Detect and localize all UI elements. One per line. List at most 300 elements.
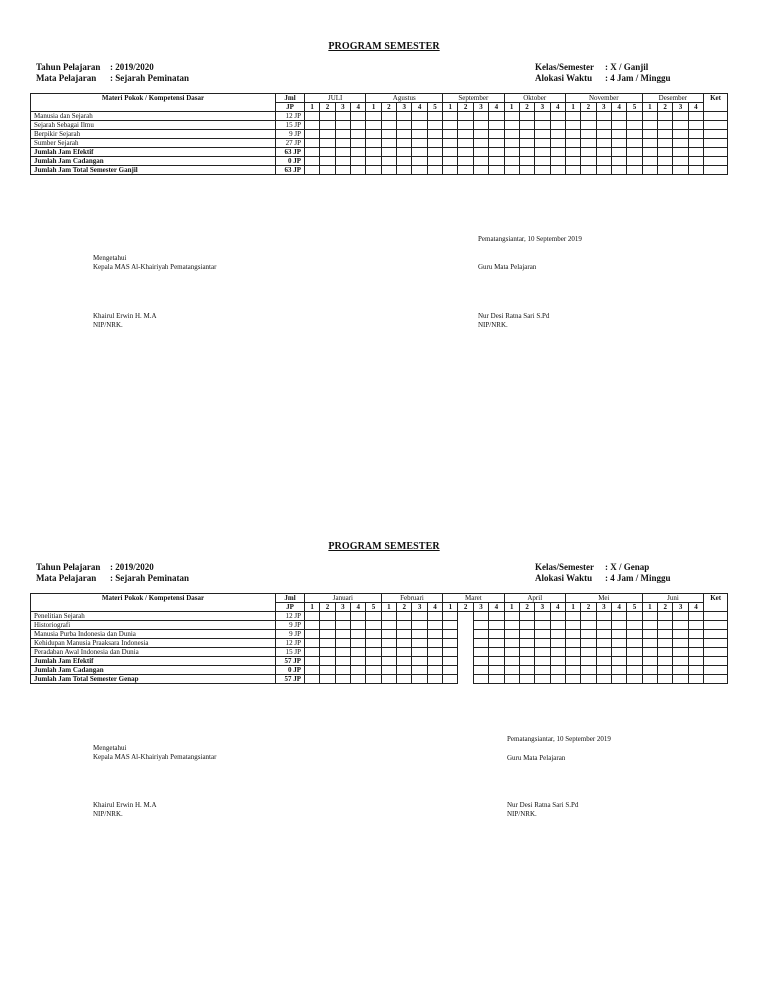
week-cell: [335, 612, 350, 621]
week-number: 5: [627, 603, 642, 612]
week-cell: [305, 630, 320, 639]
week-cell: [581, 121, 596, 130]
week-cell: [443, 630, 458, 639]
week-cell: [458, 148, 473, 157]
week-cell: [596, 157, 611, 166]
week-cell: [519, 657, 534, 666]
week-cell: [565, 666, 580, 675]
week-number: 1: [565, 603, 580, 612]
header-ket: Ket: [704, 594, 728, 612]
month-header: Februari: [381, 594, 442, 603]
week-cell: [320, 675, 335, 684]
week-number: 1: [381, 603, 396, 612]
week-cell: [366, 121, 381, 130]
week-cell: [305, 139, 320, 148]
week-cell: [473, 612, 488, 621]
week-cell: [596, 148, 611, 157]
week-cell: [596, 675, 611, 684]
week-cell: [658, 148, 673, 157]
week-number: 2: [658, 103, 673, 112]
week-cell: [305, 648, 320, 657]
week-cell: [565, 157, 580, 166]
week-cell: [504, 639, 519, 648]
week-cell: [550, 112, 565, 121]
week-cell: [596, 130, 611, 139]
week-cell: [305, 612, 320, 621]
week-cell: [381, 639, 396, 648]
week-cell: [458, 666, 473, 675]
week-number: 4: [489, 603, 504, 612]
week-cell: [504, 612, 519, 621]
info-left: [36, 562, 189, 584]
week-cell: [596, 639, 611, 648]
jp-cell: 27 JP: [276, 139, 305, 148]
week-cell: [581, 139, 596, 148]
week-number: 5: [627, 103, 642, 112]
week-cell: [550, 666, 565, 675]
week-cell: [473, 121, 488, 130]
week-cell: [535, 621, 550, 630]
alokasi-value: : 4 Jam / Minggu: [605, 73, 671, 83]
week-cell: [397, 130, 412, 139]
week-cell: [581, 166, 596, 175]
week-cell: [351, 621, 366, 630]
week-cell: [565, 166, 580, 175]
week-cell: [688, 166, 703, 175]
jp-cell: 15 JP: [276, 648, 305, 657]
week-cell: [473, 112, 488, 121]
nip-left: NIP/NRK.: [93, 810, 123, 818]
week-cell: [535, 639, 550, 648]
jp-cell: 63 JP: [276, 166, 305, 175]
guru-title: Guru Mata Pelajaran: [507, 754, 566, 762]
week-cell: [688, 648, 703, 657]
week-cell: [397, 657, 412, 666]
week-cell: [673, 612, 688, 621]
info-right: [535, 562, 671, 584]
week-cell: [489, 112, 504, 121]
week-cell: [397, 666, 412, 675]
week-cell: [412, 148, 427, 157]
week-cell: [412, 130, 427, 139]
page-title: PROGRAM SEMESTER: [328, 541, 440, 552]
week-cell: [443, 666, 458, 675]
week-cell: [473, 130, 488, 139]
month-header: November: [565, 94, 642, 103]
guru-name: Nur Desi Ratna Sari S.Pd: [478, 312, 550, 320]
week-cell: [397, 166, 412, 175]
week-cell: [443, 139, 458, 148]
week-cell: [642, 121, 657, 130]
week-cell: [627, 112, 642, 121]
week-cell: [427, 675, 442, 684]
mengetahui-label: Mengetahui: [93, 254, 127, 262]
week-cell: [504, 121, 519, 130]
week-cell: [611, 112, 626, 121]
week-cell: [489, 648, 504, 657]
week-number: 2: [320, 603, 335, 612]
table-row: [31, 648, 728, 657]
jp-cell: 0 JP: [276, 666, 305, 675]
month-header: Mei: [565, 594, 642, 603]
week-cell: [335, 648, 350, 657]
week-cell: [688, 657, 703, 666]
week-cell: [443, 612, 458, 621]
week-cell: [519, 121, 534, 130]
jp-cell: 63 JP: [276, 148, 305, 157]
week-cell: [351, 612, 366, 621]
materi-cell: Jumlah Jam Cadangan: [31, 157, 276, 166]
week-number: 3: [335, 603, 350, 612]
week-cell: [658, 648, 673, 657]
week-cell: [596, 612, 611, 621]
kelas-value: : X / Ganjil: [605, 62, 649, 72]
week-cell: [473, 166, 488, 175]
week-cell: [565, 657, 580, 666]
jp-cell: 9 JP: [276, 621, 305, 630]
week-cell: [427, 166, 442, 175]
week-cell: [320, 166, 335, 175]
week-cell: [673, 139, 688, 148]
week-cell: [535, 148, 550, 157]
week-cell: [550, 157, 565, 166]
week-cell: [565, 112, 580, 121]
week-cell: [412, 612, 427, 621]
week-cell: [412, 630, 427, 639]
month-header: Oktober: [504, 94, 565, 103]
week-cell: [627, 657, 642, 666]
jp-cell: 12 JP: [276, 112, 305, 121]
week-cell: [673, 166, 688, 175]
week-cell: [519, 148, 534, 157]
table-row: [31, 121, 728, 130]
header-jml: Jml: [276, 594, 305, 603]
materi-cell: Jumlah Jam Total Semester Ganjil: [31, 166, 276, 175]
month-header: April: [504, 594, 565, 603]
week-cell: [673, 157, 688, 166]
week-cell: [351, 648, 366, 657]
week-cell: [427, 139, 442, 148]
week-cell: [550, 139, 565, 148]
week-cell: [366, 139, 381, 148]
week-cell: [519, 112, 534, 121]
mapel-label: Mata Pelajaran: [36, 73, 97, 83]
week-number: 2: [458, 603, 473, 612]
week-cell: [611, 612, 626, 621]
week-cell: [335, 130, 350, 139]
week-cell: [673, 675, 688, 684]
week-cell: [427, 612, 442, 621]
week-number: 4: [611, 103, 626, 112]
week-cell: [550, 166, 565, 175]
week-cell: [504, 666, 519, 675]
month-header: September: [443, 94, 504, 103]
week-cell: [366, 612, 381, 621]
week-cell: [611, 139, 626, 148]
week-cell: [535, 112, 550, 121]
week-cell: [550, 621, 565, 630]
week-cell: [565, 639, 580, 648]
alokasi-label: Alokasi Waktu: [535, 73, 593, 83]
ket-cell: [704, 657, 728, 666]
week-cell: [642, 130, 657, 139]
week-cell: [443, 157, 458, 166]
program-table: [30, 93, 728, 175]
week-cell: [305, 657, 320, 666]
week-cell: [535, 166, 550, 175]
week-cell: [443, 657, 458, 666]
week-cell: [673, 648, 688, 657]
week-cell: [366, 148, 381, 157]
week-cell: [473, 639, 488, 648]
header-jp: JP: [276, 603, 305, 612]
week-cell: [412, 657, 427, 666]
week-number: 1: [642, 103, 657, 112]
week-cell: [473, 148, 488, 157]
week-cell: [550, 148, 565, 157]
week-cell: [688, 639, 703, 648]
week-cell: [381, 148, 396, 157]
week-cell: [397, 157, 412, 166]
week-cell: [366, 630, 381, 639]
week-cell: [381, 675, 396, 684]
week-cell: [381, 657, 396, 666]
table-row: [31, 621, 728, 630]
week-cell: [596, 666, 611, 675]
month-header: Desember: [642, 94, 703, 103]
week-cell: [627, 648, 642, 657]
ket-cell: [704, 666, 728, 675]
week-number: 1: [504, 103, 519, 112]
week-cell: [427, 648, 442, 657]
month-header: Juni: [642, 594, 703, 603]
total-row: [31, 157, 728, 166]
week-cell: [335, 639, 350, 648]
week-cell: [673, 639, 688, 648]
materi-cell: Manusia dan Sejarah: [31, 112, 276, 121]
table-row: [31, 639, 728, 648]
week-cell: [397, 139, 412, 148]
week-cell: [658, 130, 673, 139]
mapel-label: Mata Pelajaran: [36, 573, 97, 583]
week-cell: [381, 630, 396, 639]
week-cell: [427, 130, 442, 139]
week-cell: [489, 666, 504, 675]
week-cell: [489, 121, 504, 130]
week-cell: [642, 657, 657, 666]
week-number: 1: [305, 103, 320, 112]
week-cell: [504, 157, 519, 166]
ket-cell: [704, 621, 728, 630]
week-number: 4: [351, 103, 366, 112]
week-cell: [688, 675, 703, 684]
week-cell: [351, 148, 366, 157]
week-cell: [581, 112, 596, 121]
week-cell: [673, 112, 688, 121]
week-cell: [458, 157, 473, 166]
week-cell: [320, 612, 335, 621]
week-cell: [688, 666, 703, 675]
week-cell: [504, 112, 519, 121]
week-cell: [381, 121, 396, 130]
week-cell: [688, 630, 703, 639]
week-cell: [489, 148, 504, 157]
week-cell: [397, 148, 412, 157]
week-cell: [642, 112, 657, 121]
jp-cell: 0 JP: [276, 157, 305, 166]
week-cell: [335, 166, 350, 175]
week-number: 3: [335, 103, 350, 112]
week-cell: [305, 112, 320, 121]
week-cell: [351, 112, 366, 121]
jp-cell: 9 JP: [276, 130, 305, 139]
week-number: 3: [596, 103, 611, 112]
kepala-title: Kepala MAS Al-Khairiyah Pematangsiantar: [93, 263, 217, 271]
week-cell: [489, 630, 504, 639]
week-cell: [611, 657, 626, 666]
week-cell: [642, 666, 657, 675]
week-cell: [397, 121, 412, 130]
materi-cell: Berpikir Sejarah: [31, 130, 276, 139]
week-cell: [627, 130, 642, 139]
week-number: 3: [397, 103, 412, 112]
week-cell: [397, 639, 412, 648]
week-cell: [611, 630, 626, 639]
week-cell: [611, 148, 626, 157]
materi-cell: Jumlah Jam Total Semester Genap: [31, 675, 276, 684]
week-cell: [473, 648, 488, 657]
week-cell: [412, 166, 427, 175]
week-cell: [658, 666, 673, 675]
materi-cell: Kehidupan Manusia Praaksara Indonesia: [31, 639, 276, 648]
week-cell: [320, 139, 335, 148]
week-cell: [412, 675, 427, 684]
week-cell: [673, 630, 688, 639]
week-cell: [642, 630, 657, 639]
week-cell: [596, 630, 611, 639]
week-cell: [642, 148, 657, 157]
ket-cell: [704, 639, 728, 648]
ket-cell: [704, 612, 728, 621]
table-row: [31, 112, 728, 121]
kepala-title: Kepala MAS Al-Khairiyah Pematangsiantar: [93, 753, 217, 761]
week-cell: [320, 112, 335, 121]
week-cell: [627, 675, 642, 684]
tahun-label: Tahun Pelajaran: [36, 62, 101, 72]
week-cell: [397, 612, 412, 621]
table-row: [31, 130, 728, 139]
week-cell: [596, 621, 611, 630]
kelas-label: Kelas/Semester: [535, 562, 594, 572]
week-cell: [504, 166, 519, 175]
week-cell: [581, 630, 596, 639]
info-left: [36, 62, 189, 84]
week-cell: [688, 112, 703, 121]
week-cell: [458, 112, 473, 121]
week-cell: [535, 666, 550, 675]
week-cell: [581, 621, 596, 630]
table-row: [31, 612, 728, 621]
week-cell: [381, 612, 396, 621]
week-cell: [366, 166, 381, 175]
week-cell: [381, 112, 396, 121]
week-cell: [519, 675, 534, 684]
week-cell: [351, 166, 366, 175]
week-cell: [565, 139, 580, 148]
week-cell: [381, 166, 396, 175]
week-number: 4: [550, 103, 565, 112]
week-cell: [443, 621, 458, 630]
week-cell: [351, 157, 366, 166]
week-cell: [458, 621, 473, 630]
week-number: 1: [366, 103, 381, 112]
week-number: 3: [673, 603, 688, 612]
week-cell: [427, 112, 442, 121]
week-cell: [627, 630, 642, 639]
week-cell: [489, 157, 504, 166]
week-cell: [320, 621, 335, 630]
week-cell: [335, 666, 350, 675]
week-number: 2: [519, 103, 534, 112]
week-cell: [627, 166, 642, 175]
week-cell: [305, 621, 320, 630]
week-cell: [550, 121, 565, 130]
week-cell: [305, 157, 320, 166]
week-cell: [458, 612, 473, 621]
week-cell: [489, 675, 504, 684]
week-cell: [658, 612, 673, 621]
week-cell: [366, 112, 381, 121]
week-cell: [381, 130, 396, 139]
week-number: 3: [673, 103, 688, 112]
week-number: 2: [519, 603, 534, 612]
ket-cell: [704, 675, 728, 684]
week-cell: [320, 630, 335, 639]
header-jml: Jml: [276, 94, 305, 103]
week-cell: [366, 657, 381, 666]
week-cell: [473, 157, 488, 166]
week-cell: [366, 639, 381, 648]
week-number: 1: [504, 603, 519, 612]
week-cell: [658, 621, 673, 630]
week-cell: [320, 157, 335, 166]
week-number: 1: [443, 103, 458, 112]
week-cell: [565, 612, 580, 621]
info-right: [535, 62, 671, 84]
nip-right: NIP/NRK.: [478, 321, 508, 329]
week-cell: [366, 666, 381, 675]
week-cell: [335, 157, 350, 166]
month-header: JULI: [305, 94, 366, 103]
week-cell: [489, 657, 504, 666]
week-number: 2: [581, 103, 596, 112]
week-cell: [658, 166, 673, 175]
week-cell: [627, 666, 642, 675]
week-cell: [519, 630, 534, 639]
week-cell: [489, 130, 504, 139]
week-number: 4: [550, 603, 565, 612]
materi-cell: Penelitian Sejarah: [31, 612, 276, 621]
week-cell: [412, 621, 427, 630]
mapel-value: : Sejarah Peminatan: [110, 573, 189, 583]
week-cell: [611, 675, 626, 684]
week-cell: [351, 675, 366, 684]
week-cell: [504, 130, 519, 139]
week-number: 4: [427, 603, 442, 612]
ket-cell: [704, 112, 728, 121]
week-cell: [458, 639, 473, 648]
week-cell: [504, 630, 519, 639]
